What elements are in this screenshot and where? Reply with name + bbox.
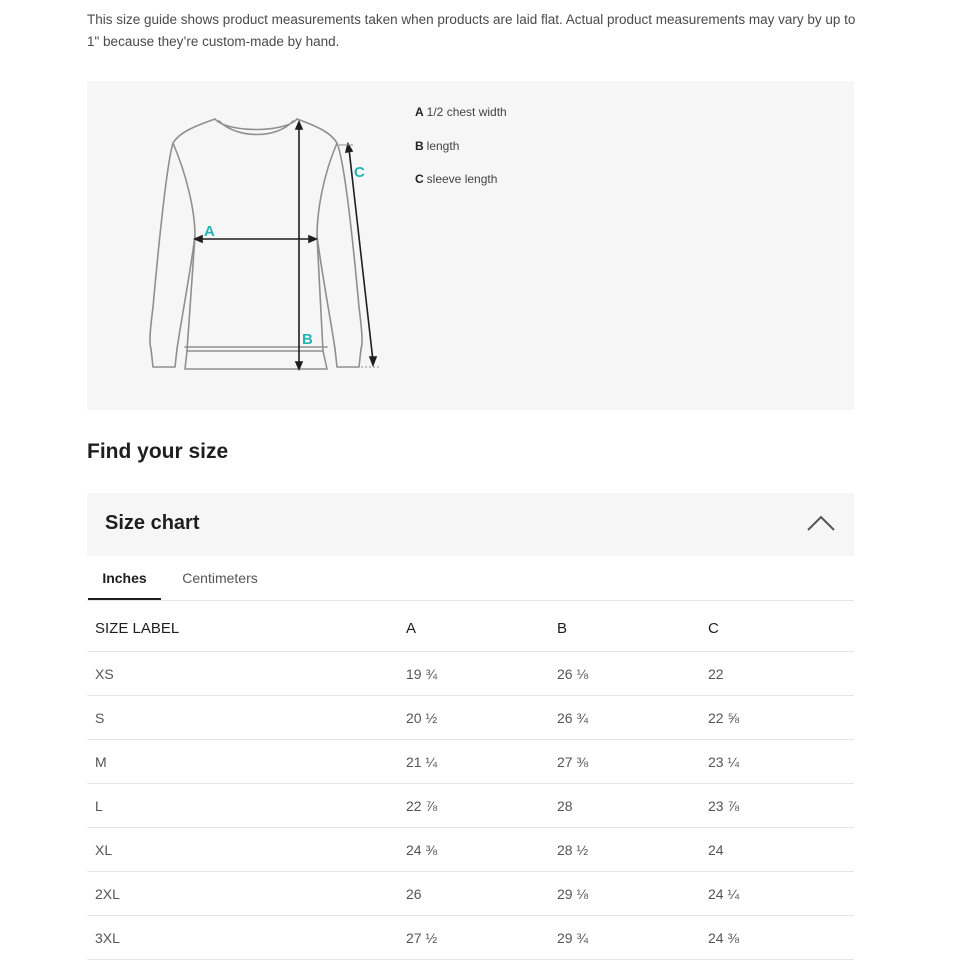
table-row — [87, 696, 854, 740]
table-row — [87, 652, 854, 696]
a-cell: 20 ½ — [398, 696, 549, 740]
size-cell: 2XL — [87, 872, 398, 916]
tab-inches[interactable]: Inches — [88, 556, 161, 600]
chevron-up-icon[interactable] — [806, 513, 836, 533]
legend-item-a: A 1/2 chest width — [415, 105, 507, 119]
header-a: A — [398, 606, 549, 652]
b-cell: 28 ½ — [549, 828, 700, 872]
unit-tabs — [87, 556, 854, 601]
size-cell: XL — [87, 828, 398, 872]
b-cell: 26 ⅛ — [549, 652, 700, 696]
c-cell: 24 ⅜ — [700, 916, 854, 960]
header-b: B — [549, 606, 700, 652]
sweatshirt-collar — [215, 119, 297, 135]
a-cell: 27 ½ — [398, 916, 549, 960]
marker-c: C — [354, 164, 365, 181]
legend-item-b: B length — [415, 138, 460, 153]
a-cell: 22 ⅞ — [398, 784, 549, 828]
a-cell: 24 ⅜ — [398, 828, 549, 872]
size-guide-intro: This size guide shows product measurements taken when products are laid flat. Actual product measurements may vary by up to 1" because they’re custom-made by hand. — [87, 12, 856, 49]
a-cell: 21 ¼ — [398, 740, 549, 784]
b-cell: 29 ⅛ — [549, 872, 700, 916]
table-row — [87, 916, 854, 960]
c-cell: 23 ¼ — [700, 740, 854, 784]
header-c: C — [700, 606, 854, 652]
size-table — [87, 606, 854, 960]
table-header-row — [87, 606, 854, 652]
measurement-legend — [415, 104, 507, 205]
size-chart-header[interactable] — [87, 493, 854, 556]
tab-centimeters[interactable]: Centimeters — [182, 570, 258, 586]
header-size-label: SIZE LABEL — [87, 606, 398, 652]
b-cell: 27 ⅜ — [549, 740, 700, 784]
a-cell: 26 — [398, 872, 549, 916]
legend-item-c: C sleeve length — [415, 172, 498, 186]
size-cell: S — [87, 696, 398, 740]
c-cell: 24 ¼ — [700, 872, 854, 916]
size-cell: 3XL — [87, 916, 398, 960]
sweatshirt-diagram — [87, 81, 407, 410]
size-cell: L — [87, 784, 398, 828]
table-row — [87, 740, 854, 784]
table-row — [87, 828, 854, 872]
find-your-size-heading: Find your size — [87, 440, 229, 463]
size-chart-title: Size chart — [105, 512, 200, 534]
table-row — [87, 872, 854, 916]
marker-b: B — [302, 331, 313, 348]
c-cell: 23 ⅞ — [700, 784, 854, 828]
table-row — [87, 784, 854, 828]
b-cell: 29 ¾ — [549, 916, 700, 960]
measurement-guide — [87, 81, 854, 410]
c-cell: 22 ⅝ — [700, 696, 854, 740]
c-cell: 22 — [700, 652, 854, 696]
c-cell: 24 — [700, 828, 854, 872]
size-cell: XS — [87, 652, 398, 696]
b-cell: 28 — [549, 784, 700, 828]
size-cell: M — [87, 740, 398, 784]
b-cell: 26 ¾ — [549, 696, 700, 740]
marker-a: A — [204, 223, 215, 240]
a-cell: 19 ¾ — [398, 652, 549, 696]
